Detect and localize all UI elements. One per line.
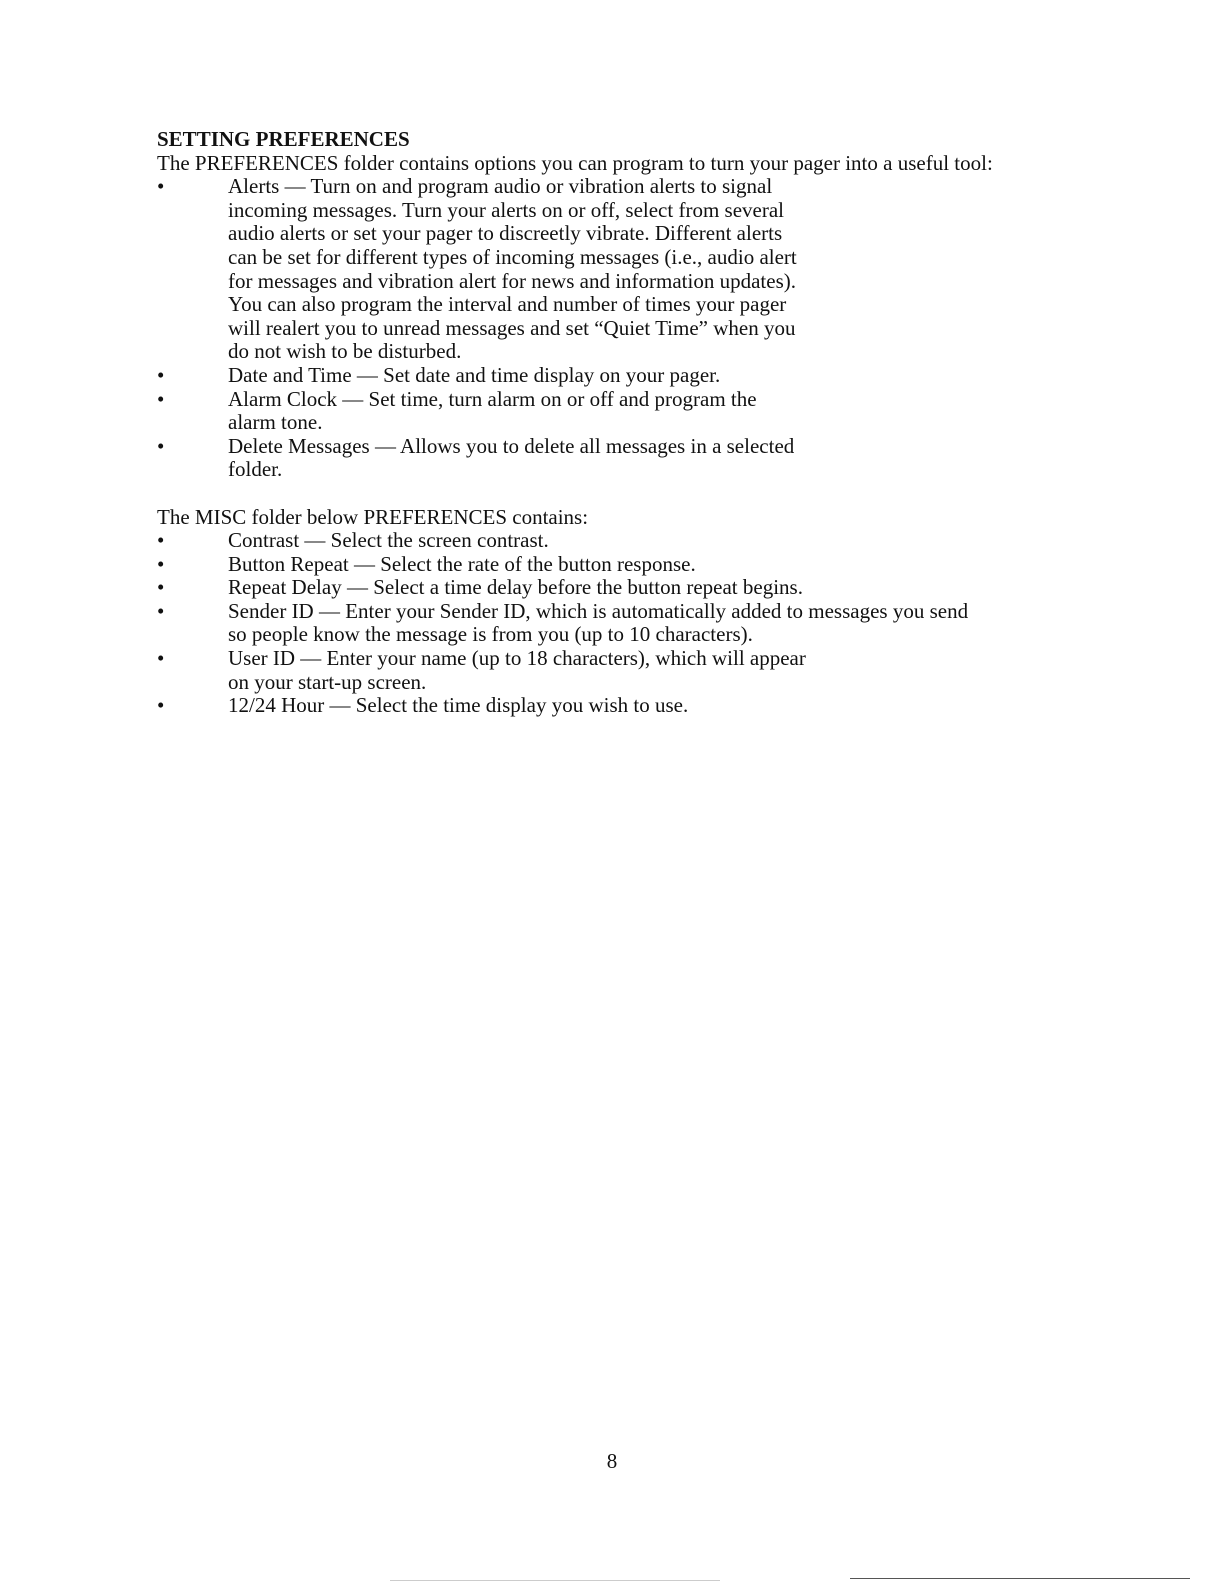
page-number: 8	[606, 1449, 618, 1473]
bullet-icon: •	[157, 598, 165, 623]
list-item-12-24-hour	[157, 694, 808, 718]
bullet-icon: •	[157, 386, 165, 411]
scan-artifact-line	[850, 1578, 1190, 1579]
list-item-text: Sender ID — Enter your Sender ID, which is automatically added to messages you send so people know the message is from you (up to 10 characters).	[228, 598, 969, 647]
list-item-sender-id	[157, 600, 988, 647]
paragraph-gap	[157, 482, 1057, 506]
list-item-delete-messages	[157, 435, 798, 482]
section-heading: SETTING PREFERENCES	[157, 127, 410, 151]
misc-intro-paragraph: The MISC folder below PREFERENCES contains:	[157, 504, 589, 529]
bullet-icon: •	[157, 693, 165, 718]
bullet-icon: •	[157, 528, 165, 553]
preferences-list	[157, 175, 1057, 482]
list-item-text: Alarm Clock — Set time, turn alarm on or off and program the alarm tone.	[228, 386, 757, 435]
list-item-text: Alerts — Turn on and program audio or vibration alerts to signal incoming messages. Turn your alerts on or off, select from several audio alerts or set your pager to discreetly vibrate. Different alerts can be set for different types of incoming messages (i.e., audio alert for messages and vibration alert for news and information updates). You can also program the interval and number of times your pager will realert you to unread messages and set “Quiet Time” when you do not wish to be disturbed.	[228, 174, 797, 364]
bullet-icon: •	[157, 362, 165, 387]
list-item-text: User ID — Enter your name (up to 18 characters), which will appear on your start-up screen.	[228, 646, 806, 694]
list-item-text: Contrast — Select the screen contrast.	[228, 528, 549, 553]
list-item-date-time	[157, 364, 798, 388]
misc-list	[157, 529, 1057, 718]
bullet-icon: •	[157, 174, 165, 199]
intro-paragraph: The PREFERENCES folder contains options you can program to turn your pager into a useful tool:	[157, 150, 993, 175]
page-content	[157, 128, 1057, 718]
list-item-text: Delete Messages — Allows you to delete all messages in a selected folder.	[228, 433, 795, 482]
bullet-icon: •	[157, 575, 165, 600]
list-item-contrast	[157, 529, 808, 553]
list-item-button-repeat	[157, 553, 808, 577]
list-item-alerts	[157, 175, 798, 364]
bullet-icon: •	[157, 551, 165, 576]
list-item-text: 12/24 Hour — Select the time display you wish to use.	[228, 693, 689, 718]
list-item-alarm-clock	[157, 388, 798, 435]
list-item-text: Date and Time — Set date and time display on your pager.	[228, 362, 721, 387]
bullet-icon: •	[157, 646, 165, 671]
scan-artifact-line	[390, 1580, 720, 1581]
list-item-user-id	[157, 647, 808, 694]
list-item-text: Button Repeat — Select the rate of the button response.	[228, 551, 696, 576]
list-item-repeat-delay	[157, 576, 808, 600]
bullet-icon: •	[157, 433, 165, 458]
list-item-text: Repeat Delay — Select a time delay before the button repeat begins.	[228, 575, 803, 600]
